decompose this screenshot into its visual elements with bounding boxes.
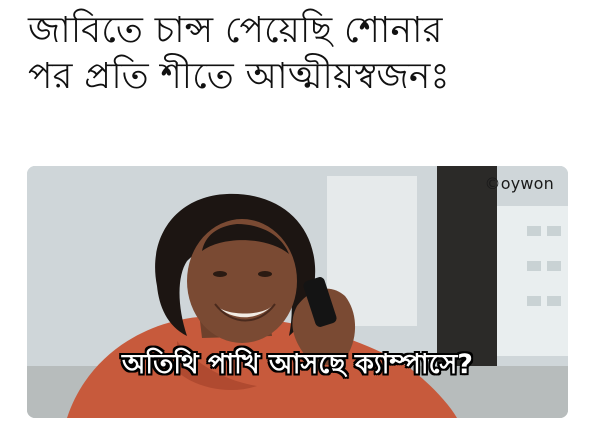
left-eye xyxy=(213,271,227,277)
right-eye xyxy=(258,271,272,277)
meme-photo xyxy=(27,166,568,418)
window-grid-2 xyxy=(527,261,541,271)
meme-caption: অতিথি পাখি আসছে ক্যাম্পাসে? xyxy=(122,349,473,380)
top-text-line-2: পর প্রতি শীতে আত্মীয়স্বজনঃ xyxy=(28,56,450,97)
top-text-line-1: জাবিতে চান্স পেয়েছি শোনার xyxy=(28,10,443,51)
window-grid-5 xyxy=(547,261,561,271)
meme-top-text xyxy=(28,8,576,100)
window-grid-6 xyxy=(547,296,561,306)
window-grid-1 xyxy=(527,226,541,236)
watermark: ©oywon xyxy=(484,174,554,193)
window-grid-4 xyxy=(547,226,561,236)
window-grid-3 xyxy=(527,296,541,306)
